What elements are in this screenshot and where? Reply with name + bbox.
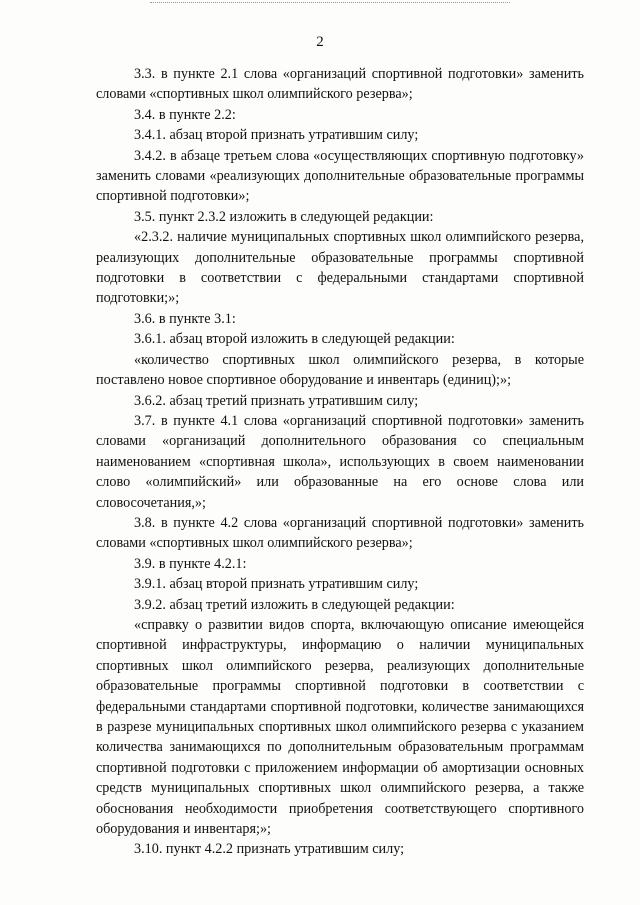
paragraph-3-4-2: 3.4.2. в абзаце третьем слова «осуществляющих спортивную подготовку» заменить словами «реализующих дополнительные образовательные программы спортивной подготовки»;: [96, 147, 584, 205]
paragraph-3-6-1: 3.6.1. абзац второй изложить в следующей редакции:: [134, 331, 455, 348]
top-scan-line: [150, 2, 510, 4]
paragraph-3-3: 3.3. в пункте 2.1 слова «организаций спортивной подготовки» заменить словами «спортивных школ олимпийского резерва»;: [96, 66, 584, 103]
paragraph-3-8: 3.8. в пункте 4.2 слова «организаций спортивной подготовки» заменить словами «спортивных школ олимпийского резерва»;: [96, 514, 584, 552]
paragraph-3-6-2: 3.6.2. абзац третий признать утратившим силу;: [134, 392, 419, 409]
paragraph-3-6: 3.6. в пункте 3.1:: [134, 310, 236, 327]
paragraph-2-3-2-quote: «2.3.2. наличие муниципальных спортивных школ олимпийского резерва, реализующих дополнительные образовательные программы спортивной подготовки в соответствии с федеральными стандартами спортивной подготовки;»;: [96, 229, 584, 307]
paragraph-3-4-1: 3.4.1. абзац второй признать утратившим силу;: [134, 127, 419, 144]
page-number: 2: [316, 34, 324, 50]
paragraph-3-9-1: 3.9.1. абзац второй признать утратившим силу;: [134, 576, 419, 593]
paragraph-3-9-2-quote: «справку о развитии видов спорта, включающую описание имеющейся спортивной инфраструктуры, информацию о наличии муниципальных спортивных школ олимпийского резерва, реализующих дополнительные образовательные программы спортивной подготовки в соответствии с федеральными стандартами спортивной подготовки, количестве занимающихся в разрезе муниципальных спортивных школ олимпийского резерва с указанием количества занимающихся по дополнительным образовательным программам спортивной подготовки с приложением информации об амортизации основных средств муниципальных спортивных школ олимпийского резерва, а также обоснования необходимости приобретения соответствующего спортивного оборудования и инвентаря;»;: [96, 616, 584, 838]
document-body: [96, 64, 584, 860]
paragraph-3-6-1-quote: «количество спортивных школ олимпийского резерва, в которые поставлено новое спортивное оборудование и инвентарь (единиц);»;: [96, 351, 584, 389]
paragraph-3-10: 3.10. пункт 4.2.2 признать утратившим силу;: [134, 841, 405, 858]
paragraph-3-5: 3.5. пункт 2.3.2 изложить в следующей редакции:: [134, 208, 434, 225]
paragraph-3-9-2: 3.9.2. абзац третий изложить в следующей редакции:: [134, 596, 455, 613]
paragraph-3-4: 3.4. в пункте 2.2:: [134, 106, 236, 123]
paragraph-3-9: 3.9. в пункте 4.2.1:: [134, 555, 247, 572]
paragraph-3-7: 3.7. в пункте 4.1 слова «организаций спортивной подготовки» заменить словами «организаций дополнительного образования со специальным наименованием «спортивная школа», использующих в своем наименовании слово «олимпийский» или образованные на его основе слова или словосочетания,»;: [96, 412, 584, 511]
